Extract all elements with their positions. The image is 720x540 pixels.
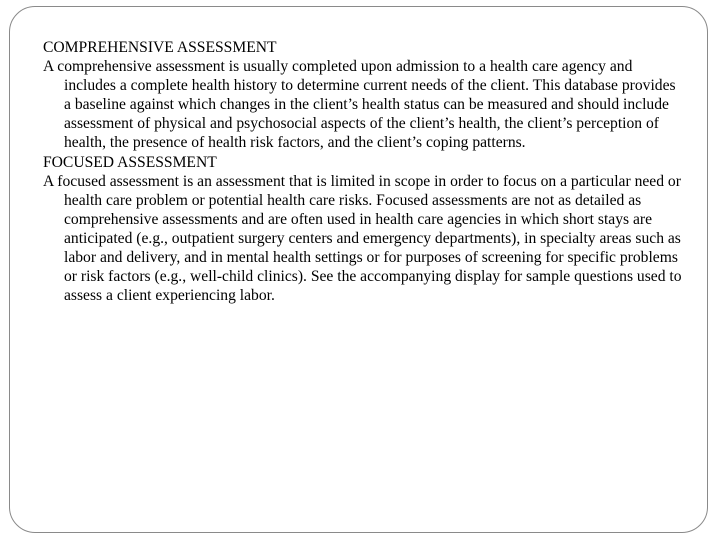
focused-assessment-heading: FOCUSED ASSESSMENT: [43, 153, 217, 171]
slide-content: [43, 38, 683, 305]
focused-assessment-paragraph: A focused assessment is an assessment that is limited in scope in order to focus on a particular need or health care problem or potential health care risks. Focused assessments are not as detailed as comprehensive assessments and are often used in health care agencies in which short stays are anticipated (e.g., outpatient surgery centers and emergency departments), in specialty areas such as labor and delivery, and in mental health settings or for purposes of screening for specific problems or risk factors (e.g., well-child clinics). See the accompanying display for sample questions used to assess a client experiencing labor.: [43, 172, 682, 305]
comprehensive-assessment-heading: COMPREHENSIVE ASSESSMENT: [43, 39, 277, 56]
comprehensive-assessment-paragraph: A comprehensive assessment is usually completed upon admission to a health care agency and includes a complete health history to determine current needs of the client. This database provides a baseline against which changes in the client’s health status can be measured and should include assessment of physical and psychosocial aspects of the client’s health, the client’s perception of health, the presence of health risk factors, and the client’s coping patterns.: [43, 58, 676, 152]
